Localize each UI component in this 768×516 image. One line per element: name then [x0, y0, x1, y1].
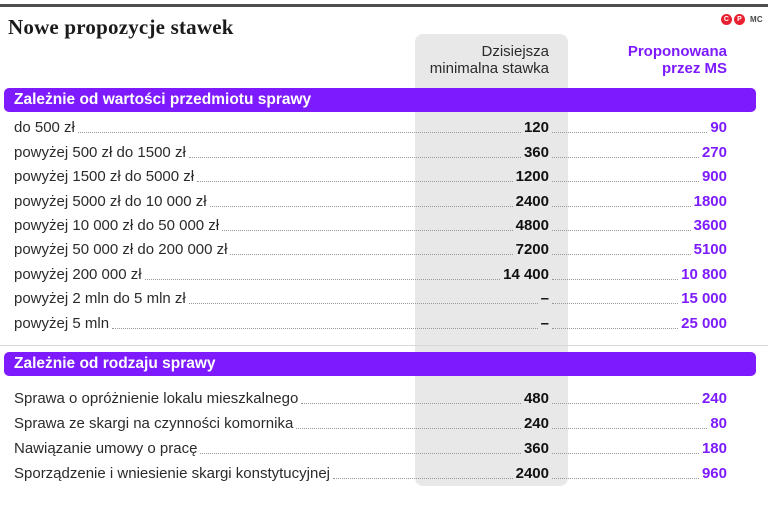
dotted-leader [552, 428, 707, 429]
proposed-rate-value: 80 [710, 415, 727, 432]
dotted-leader [210, 206, 513, 207]
table-row [0, 435, 768, 460]
dotted-leader [552, 328, 678, 329]
row-right-group [549, 460, 727, 485]
current-rate-value: 2400 [515, 192, 549, 210]
page-title: Nowe propozycje stawek [8, 15, 234, 39]
section-rows [0, 115, 768, 335]
row-right-group [549, 164, 727, 188]
row-left-group [14, 237, 549, 261]
table-row [0, 286, 768, 310]
dotted-leader [552, 478, 699, 479]
row-label: powyżej 5 mln [14, 314, 110, 332]
proposed-rate-value: 1800 [693, 192, 727, 210]
section-heading-label: Zależnie od rodzaju sprawy [14, 355, 216, 372]
dotted-leader [552, 403, 699, 404]
current-rate-value: – [540, 290, 549, 308]
dotted-leader [296, 428, 521, 429]
table-row [0, 164, 768, 188]
dotted-leader [552, 181, 699, 182]
row-right-group [549, 410, 727, 435]
table-row [0, 188, 768, 212]
dotted-leader [78, 132, 521, 133]
proposed-rate-value: 960 [701, 465, 727, 482]
section-heading [4, 88, 756, 112]
section-heading [4, 352, 756, 376]
current-rate-value: 480 [523, 390, 549, 407]
section-rows [0, 385, 768, 485]
row-right-group [549, 115, 727, 139]
dotted-leader [200, 453, 521, 454]
section-divider [0, 345, 768, 346]
table-row [0, 139, 768, 163]
top-divider [0, 4, 768, 7]
proposed-rate-value: 3600 [693, 216, 727, 234]
table-row [0, 460, 768, 485]
table-row [0, 385, 768, 410]
row-label: powyżej 5000 zł do 10 000 zł [14, 192, 207, 210]
credit-label: MC [749, 15, 763, 24]
current-rate-value: 360 [523, 143, 549, 161]
row-left-group [14, 261, 549, 285]
row-right-group [549, 310, 727, 334]
dotted-leader [552, 230, 691, 231]
row-left-group [14, 213, 549, 237]
dotted-leader [552, 279, 678, 280]
dotted-leader [333, 478, 513, 479]
row-right-group [549, 286, 727, 310]
proposed-rate-value: 25 000 [681, 314, 727, 332]
dotted-leader [552, 453, 699, 454]
proposed-rate-value: 15 000 [681, 290, 727, 308]
row-label: powyżej 50 000 zł do 200 000 zł [14, 241, 228, 259]
proposed-rate-value: 90 [710, 119, 727, 137]
row-left-group [14, 115, 549, 139]
row-left-group [14, 164, 549, 188]
row-right-group [549, 237, 727, 261]
dotted-leader [197, 181, 513, 182]
row-label: powyżej 1500 zł do 5000 zł [14, 168, 195, 186]
current-rate-value: 2400 [515, 465, 549, 482]
row-label: Sprawa ze skargi na czynności komornika [14, 415, 294, 432]
column-header-current [430, 43, 549, 77]
column-header-current-line1: Dzisiejsza [481, 43, 549, 60]
dotted-leader [145, 279, 501, 280]
current-rate-value: 120 [523, 119, 549, 137]
current-rate-value: 7200 [515, 241, 549, 259]
dotted-leader [552, 206, 691, 207]
copyright-icon: C [721, 14, 732, 25]
proposed-rate-value: 5100 [693, 241, 727, 259]
proposed-rate-value: 180 [701, 440, 727, 457]
producer-icon: P [734, 14, 745, 25]
row-label: powyżej 2 mln do 5 mln zł [14, 290, 186, 308]
row-left-group [14, 385, 549, 410]
row-label: powyżej 10 000 zł do 50 000 zł [14, 216, 220, 234]
current-rate-value: 14 400 [503, 265, 549, 283]
current-rate-value: 1200 [515, 168, 549, 186]
proposed-rate-value: 270 [701, 143, 727, 161]
row-label: powyżej 500 zł do 1500 zł [14, 143, 186, 161]
column-header-proposed-line1: Proponowana [627, 43, 727, 60]
current-rate-value: 240 [523, 415, 549, 432]
table-row [0, 115, 768, 139]
section-heading-label: Zależnie od wartości przedmiotu sprawy [14, 91, 312, 108]
row-right-group [549, 385, 727, 410]
table-row [0, 310, 768, 334]
dotted-leader [552, 132, 707, 133]
dotted-leader [552, 254, 691, 255]
row-left-group [14, 286, 549, 310]
dotted-leader [552, 157, 699, 158]
row-left-group [14, 410, 549, 435]
row-label: powyżej 200 000 zł [14, 265, 142, 283]
dotted-leader [189, 303, 538, 304]
row-left-group [14, 460, 549, 485]
current-rate-value: – [540, 314, 549, 332]
row-label: Nawiązanie umowy o pracę [14, 440, 198, 457]
column-header-proposed-line2: przez MS [661, 60, 727, 77]
row-right-group [549, 261, 727, 285]
proposed-rate-value: 10 800 [681, 265, 727, 283]
row-left-group [14, 435, 549, 460]
row-right-group [549, 213, 727, 237]
row-left-group [14, 310, 549, 334]
dotted-leader [112, 328, 538, 329]
row-left-group [14, 188, 549, 212]
proposed-rate-value: 900 [701, 168, 727, 186]
row-right-group [549, 139, 727, 163]
credit-badge [721, 14, 763, 25]
dotted-leader [230, 254, 512, 255]
row-left-group [14, 139, 549, 163]
row-label: Sporządzenie i wniesienie skargi konstytucyjnej [14, 465, 330, 482]
row-label: Sprawa o opróżnienie lokalu mieszkalnego [14, 390, 299, 407]
dotted-leader [552, 303, 678, 304]
row-label: do 500 zł [14, 119, 75, 137]
dotted-leader [301, 403, 521, 404]
table-row [0, 410, 768, 435]
current-rate-value: 4800 [515, 216, 549, 234]
dotted-leader [222, 230, 512, 231]
current-rate-value: 360 [523, 440, 549, 457]
column-header-current-line2: minimalna stawka [429, 60, 549, 77]
proposed-rate-value: 240 [701, 390, 727, 407]
dotted-leader [189, 157, 521, 158]
row-right-group [549, 188, 727, 212]
table-row [0, 261, 768, 285]
row-right-group [549, 435, 727, 460]
table-row [0, 237, 768, 261]
table-row [0, 213, 768, 237]
column-header-proposed [628, 43, 727, 77]
